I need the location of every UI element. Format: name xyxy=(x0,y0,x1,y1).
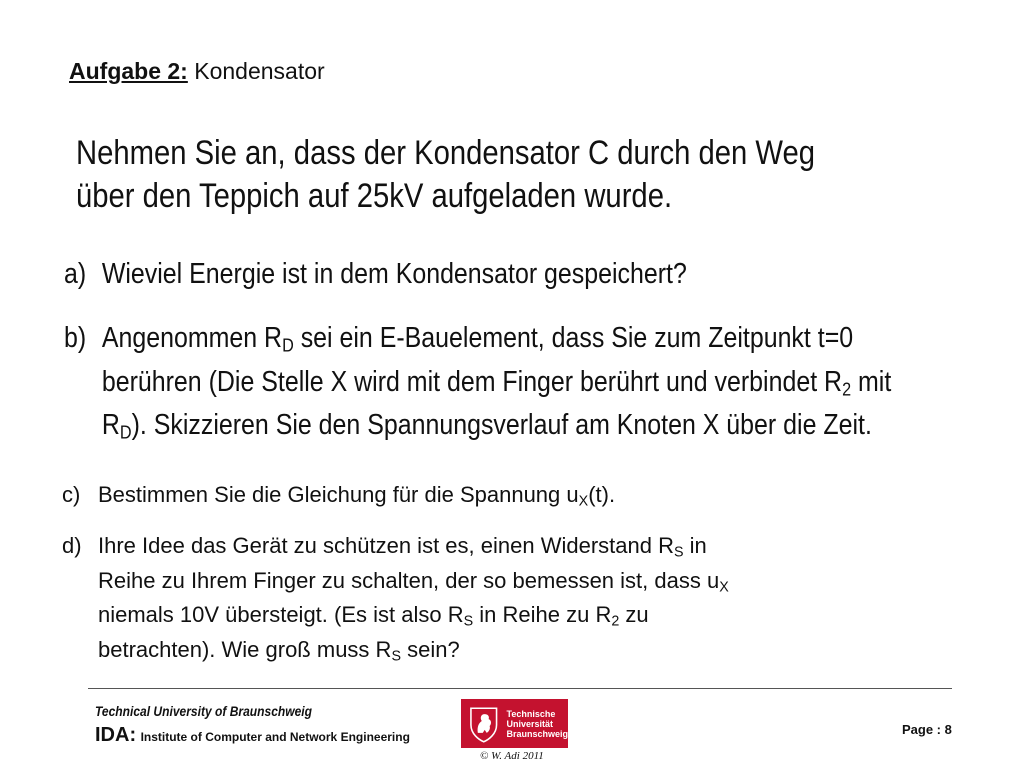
question-d-line-2: Reihe zu Ihrem Finger zu schalten, der so bemessen ist, dass $u_X$ xyxy=(98,567,729,596)
slide-title xyxy=(69,58,325,85)
question-a-marker: a) xyxy=(64,258,87,290)
copyright: © W. Adi 2011 xyxy=(480,750,544,762)
ida-label: IDA: xyxy=(95,724,137,746)
question-b-line-2: berühren (Die Stelle X wird mit dem Finger berührt und verbindet $R_2$ mit xyxy=(101,365,892,400)
task-label: Aufgabe 2: xyxy=(69,58,188,84)
question-d-marker: d) xyxy=(62,533,82,558)
question-d-line-3: niemals 10V übersteigt. (Es ist also $R_S$ in Reihe zu $R_2$ zu xyxy=(98,602,649,630)
tu-braunschweig-logo xyxy=(461,699,568,748)
institute-name: Institute of Computer and Network Engineering xyxy=(140,730,410,744)
footer-divider xyxy=(88,688,952,689)
question-a xyxy=(64,256,687,292)
intro-text xyxy=(76,132,850,218)
question-c-marker: c) xyxy=(62,482,81,507)
intro-line-2: über den Teppich auf 25kV aufgeladen wurde. xyxy=(76,177,673,215)
logo-text: Technische Universität Braunschweig xyxy=(506,708,568,739)
question-b-line-3: $R_D$). Skizzieren Sie den Spannungsverlauf am Knoten X über die Zeit. xyxy=(101,409,872,444)
page-number xyxy=(902,722,952,737)
question-d-text xyxy=(98,532,729,670)
institute-line xyxy=(95,724,410,747)
page-value: 8 xyxy=(944,722,952,737)
question-d-line-4: betrachten). Wie groß muss $R_S$ sein? xyxy=(98,636,460,665)
question-d-line-1: Ihre Idee das Gerät zu schützen ist es, einen Widerstand $R_S$ in xyxy=(98,533,707,561)
lion-emblem-icon xyxy=(467,705,500,743)
question-c-text: Bestimmen Sie die Gleichung für die Spannung $u_X(t)$. xyxy=(98,482,616,510)
question-b-marker: b) xyxy=(64,322,87,354)
question-c xyxy=(62,481,615,516)
question-b-line-1: Angenommen $R_D$ sei ein E-Bauelement, dass Sie zum Zeitpunkt t=0 xyxy=(101,322,854,356)
question-b-text xyxy=(102,320,891,451)
university-name: Technical University of Braunschweig xyxy=(95,703,313,719)
task-topic: Kondensator xyxy=(194,58,325,84)
question-b xyxy=(64,320,891,451)
question-d xyxy=(62,532,729,670)
intro-line-1: Nehmen Sie an, dass der Kondensator C durch den Weg xyxy=(76,134,816,172)
page-label: Page : xyxy=(902,722,942,737)
question-a-text: Wieviel Energie ist in dem Kondensator gespeichert? xyxy=(101,258,687,290)
